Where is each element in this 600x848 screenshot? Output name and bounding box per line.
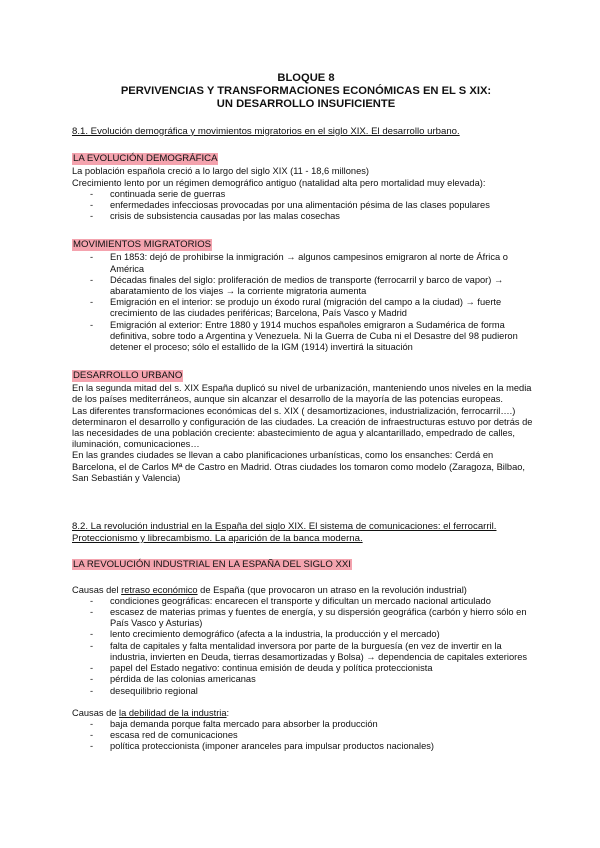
label-desarrollo-urbano: DESARROLLO URBANO xyxy=(73,370,183,382)
list-item: - Décadas finales del siglo: proliferación de medios de transporte (ferrocarril y barco de vapor) → abaratamiento de los viajes → la corriente migratoria aumenta xyxy=(90,274,504,297)
title-line-3: UN DESARROLLO INSUFICIENTE xyxy=(216,98,396,111)
list-item: - condiciones geográficas: encarecen el transporte y dificultan un mercado nacional articulado xyxy=(90,595,491,606)
urbano-paragraph-1: En la segunda mitad del s. XIX España duplicó su nivel de urbanización, manteniendo unos niveles en la media de los países mediterráneos, aunque sin alcanzar el desarrollo de la mayoría de las potencias europeas. xyxy=(72,383,532,405)
urbano-paragraph-2: Las diferentes transformaciones económicas del s. XIX ( desamortizaciones, industrialización, ferrocarril….) determinaron el desarrollo y configuración de las ciudades. La creación de infraestructuras estuvo por detrás de las necesidades de una población creciente: abastecimiento de agua y alcantarillado, empedrado de calles, iluminación, comunicaciones… xyxy=(72,405,533,450)
list-item: - crisis de subsistencia causadas por las malas cosechas xyxy=(90,211,340,222)
document-page xyxy=(72,72,540,753)
list-item: - política proteccionista (imponer aranceles para impulsar productos nacionales) xyxy=(90,741,435,752)
list-item: - Emigración al exterior: Entre 1880 y 1914 muchos españoles emigraron a Sudamérica de forma definitiva, sobre todo a Argentina y Venezuela. Ni la Guerra de Cuba ni el Desastre del 98 pudieron detener el proceso; sólo el estallido de la IGM (1914) invertirá la situación xyxy=(90,319,518,353)
list-item: - continuada serie de guerras xyxy=(90,188,226,199)
demografia-paragraph-2: Crecimiento lento por un régimen demográfico antiguo (natalidad alta pero mortalidad muy elevada): xyxy=(72,177,486,188)
title-line-2: PERVIVENCIAS Y TRANSFORMACIONES ECONÓMICAS EN EL S XIX: xyxy=(120,85,492,98)
list-item: - baja demanda porque falta mercado para absorber la producción xyxy=(90,718,378,729)
demografia-paragraph-1: La población española creció a lo largo del siglo XIX (11 - 18,6 millones) xyxy=(72,166,369,177)
list-item: - enfermedades infecciosas provocadas por una alimentación pésima de las clases populares xyxy=(90,200,490,211)
list-item: - pérdida de las colonias americanas xyxy=(90,674,256,685)
causas-debilidad-list xyxy=(72,719,540,753)
migratorios-list xyxy=(72,252,540,353)
list-item: - En 1853: dejó de prohibirse la inmigración → algunos campesinos emigraron al norte de África o América xyxy=(90,252,508,274)
list-item: - desequilibrio regional xyxy=(90,685,198,696)
list-item: - papel del Estado negativo: continua emisión de deuda y política proteccionista xyxy=(90,663,433,674)
section-1-heading: 8.1. Evolución demográfica y movimientos migratorios en el siglo XIX. El desarrollo urbano. xyxy=(72,125,460,137)
urbano-paragraph-3: En las grandes ciudades se llevan a cabo planificaciones urbanísticas, como los ensanches: Cerdá en Barcelona, el de Carlos Mª de Castro en Madrid. Otras ciudades los tomaron como modelo (Zaragoza, Bilbao, San Sebastián y Valencia) xyxy=(72,450,526,483)
causas-debilidad-intro: Causas de la debilidad de la industria: xyxy=(72,707,230,718)
document-title xyxy=(72,72,540,112)
label-revolucion-industrial: LA REVOLUCIÓN INDUSTRIAL EN LA ESPAÑA DEL SIGLO XXI xyxy=(73,558,351,570)
list-item: - falta de capitales y falta mentalidad inversora por parte de la burguesía (en vez de invertir en la industria, invierten en Deuda, tierras desamortizadas y Bolsa) → dependencia de capitales exteriores xyxy=(90,640,528,662)
list-item: - escasez de materias primas y fuentes de energía, y su dispersión geográfica (carbón y hierro sólo en País Vasco y Asturias) xyxy=(90,607,527,629)
demografia-list xyxy=(72,189,540,223)
list-item: - Emigración en el interior: se produjo un éxodo rural (migración del campo a la ciudad) → fuerte crecimiento de las ciudades periféricas; Barcelona, País Vasco y Madrid xyxy=(90,297,502,319)
title-line-1: BLOQUE 8 xyxy=(277,72,335,84)
list-item: - escasa red de comunicaciones xyxy=(90,730,238,741)
section-2-heading-line-2: Proteccionismo y librecambismo. La aparición de la banca moderna. xyxy=(72,532,363,544)
list-item: - lento crecimiento demográfico (afecta a la industria, la producción y el mercado) xyxy=(90,629,440,640)
label-movimientos-migratorios: MOVIMIENTOS MIGRATORIOS xyxy=(73,239,212,251)
label-evolucion-demografica: LA EVOLUCIÓN DEMOGRÁFICA xyxy=(73,153,218,165)
causas-retraso-intro: Causas del retraso económico de España (que provocaron un atraso en la revolución industrial) xyxy=(72,584,467,595)
causas-retraso-list xyxy=(72,596,540,697)
section-2-heading-line-1: 8.2. La revolución industrial en la España del siglo XIX. El sistema de comunicaciones: el ferrocarril. xyxy=(72,521,497,533)
